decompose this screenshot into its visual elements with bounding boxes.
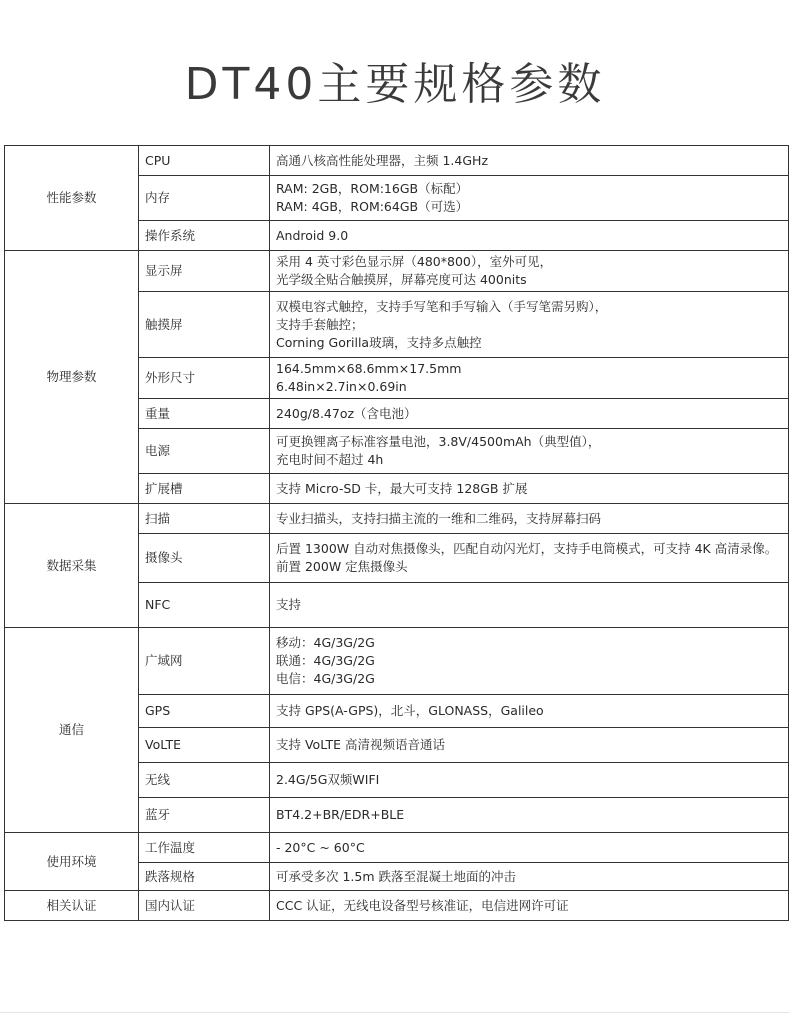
param-cell: 内存 (139, 176, 270, 221)
value-line: 2.4G/5G双频WIFI (276, 772, 380, 787)
value-line: 移动：4G/3G/2G (276, 635, 375, 650)
param-cell: GPS (139, 695, 270, 728)
value-line: 联通：4G/3G/2G (276, 653, 375, 668)
page-title: DT40主要规格参数 (184, 59, 606, 110)
value-line: BT4.2+BR/EDR+BLE (276, 807, 405, 822)
value-line: 采用 4 英寸彩色显示屏（480*800），室外可见， (276, 254, 553, 269)
param-cell: 蓝牙 (139, 798, 270, 833)
param-cell: 摄像头 (139, 534, 270, 583)
value-line: 光学级全贴合触摸屏，屏幕亮度可达 400nits (276, 272, 527, 287)
spec-row (5, 251, 789, 292)
value-cell (270, 474, 789, 504)
value-line: 164.5mm×68.6mm×17.5mm (276, 361, 462, 376)
param-cell: 无线 (139, 763, 270, 798)
value-line: 充电时间不超过 4h (276, 452, 384, 467)
value-cell (270, 728, 789, 763)
value-line: 240g/8.47oz（含电池） (276, 405, 417, 421)
value-cell (270, 628, 789, 695)
value-cell (270, 429, 789, 474)
value-line: 支持手套触控； (276, 316, 364, 332)
value-line: 专业扫描头，支持扫描主流的一维和二维码，支持屏幕扫码 (276, 510, 602, 526)
param-cell: CPU (139, 146, 270, 176)
spec-row (5, 504, 789, 534)
spec-row (5, 891, 789, 921)
value-line: CCC 认证，无线电设备型号核准证，电信进网许可证 (276, 897, 569, 913)
param-cell: 扫描 (139, 504, 270, 534)
value-cell (270, 176, 789, 221)
value-line: 支持 Micro-SD 卡，最大可支持 128GB 扩展 (276, 480, 528, 496)
category-cell: 性能参数 (5, 146, 139, 251)
param-cell: 工作温度 (139, 833, 270, 863)
category-cell: 数据采集 (5, 504, 139, 628)
value-line: RAM: 2GB，ROM:16GB（标配） (276, 181, 469, 196)
param-cell: 国内认证 (139, 891, 270, 921)
value-line: 支持 (276, 597, 302, 612)
value-cell (270, 695, 789, 728)
value-cell (270, 534, 789, 583)
value-line: - 20°C ~ 60°C (276, 839, 365, 855)
spec-row (5, 833, 789, 863)
value-cell (270, 358, 789, 399)
param-cell: 电源 (139, 429, 270, 474)
param-cell: 外形尺寸 (139, 358, 270, 399)
value-cell (270, 399, 789, 429)
value-line: 电信：4G/3G/2G (276, 671, 375, 686)
value-cell (270, 583, 789, 628)
value-cell (270, 221, 789, 251)
param-cell: 重量 (139, 399, 270, 429)
param-cell: VoLTE (139, 728, 270, 763)
value-line: 支持 VoLTE 高清视频语音通话 (276, 737, 445, 752)
param-cell: 操作系统 (139, 221, 270, 251)
category-cell: 相关认证 (5, 891, 139, 921)
value-cell (270, 292, 789, 358)
spec-row (5, 628, 789, 695)
value-line: 可承受多次 1.5m 跌落至混凝土地面的冲击 (276, 868, 517, 884)
value-cell (270, 891, 789, 921)
value-line: RAM: 4GB，ROM:64GB（可选） (276, 199, 469, 214)
param-cell: 显示屏 (139, 251, 270, 292)
value-line: 双模电容式触控，支持手写笔和手写输入（手写笔需另购）， (276, 298, 608, 314)
value-line: 高通八核高性能处理器，主频 1.4GHz (276, 152, 489, 168)
category-cell: 使用环境 (5, 833, 139, 891)
param-cell: 扩展槽 (139, 474, 270, 504)
value-line: Android 9.0 (276, 227, 349, 243)
value-cell (270, 863, 789, 891)
value-line: 可更换锂离子标准容量电池，3.8V/4500mAh（典型值）， (276, 434, 601, 449)
value-line: 支持 GPS(A-GPS)，北斗，GLONASS，Galileo (276, 703, 544, 718)
value-cell (270, 251, 789, 292)
spec-row (5, 146, 789, 176)
spec-table (4, 145, 789, 921)
value-line: 前置 200W 定焦摄像头 (276, 559, 408, 574)
divider (0, 1012, 790, 1013)
value-cell (270, 833, 789, 863)
param-cell: 广域网 (139, 628, 270, 695)
param-cell: 触摸屏 (139, 292, 270, 358)
value-cell (270, 504, 789, 534)
value-line: 6.48in×2.7in×0.69in (276, 379, 407, 394)
category-cell: 物理参数 (5, 251, 139, 504)
value-cell (270, 146, 789, 176)
category-cell: 通信 (5, 628, 139, 833)
param-cell: NFC (139, 583, 270, 628)
value-line: Corning Gorilla玻璃，支持多点触控 (276, 334, 482, 350)
value-line: 后置 1300W 自动对焦摄像头，匹配自动闪光灯，支持手电筒模式，可支持 4K 高清录像。 (276, 541, 778, 556)
param-cell: 跌落规格 (139, 863, 270, 891)
value-cell (270, 763, 789, 798)
value-cell (270, 798, 789, 833)
